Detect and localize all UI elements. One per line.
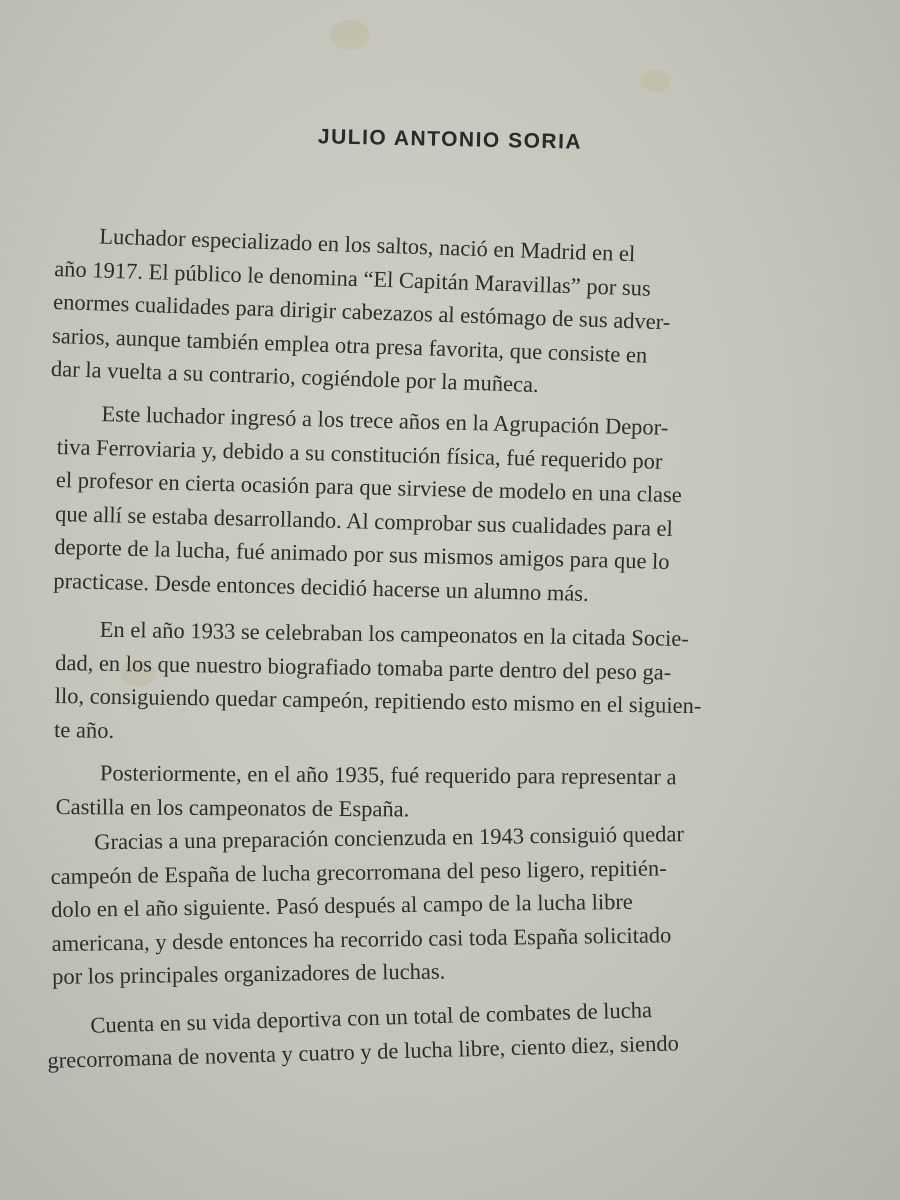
text-line: En el año 1933 se celebraban los campeonatos en la citada Socie-	[99, 616, 690, 651]
paper-stain	[330, 20, 370, 50]
paper-stain	[640, 70, 670, 92]
text-line: te año.	[53, 716, 115, 743]
text-line: Castilla en los campeonatos de España.	[55, 793, 410, 821]
text-line: Este luchador ingresó a los trece años en la Agrupación Depor-	[101, 401, 669, 440]
text-line: Luchador especializado en los saltos, nació en Madrid en el	[99, 223, 636, 267]
text-line: dad, en los que nuestro biografiado tomaba parte dentro del peso ga-	[55, 649, 672, 685]
page-title: JULIO ANTONIO SORIA	[317, 125, 583, 154]
text-line: Gracias a una preparación concienzuda en 1943 consiguió quedar	[94, 821, 685, 855]
text-line: campeón de España de lucha grecorromana del peso ligero, repitién-	[50, 854, 667, 889]
text-line: dolo en el año siguiente. Pasó después al campo de la lucha libre	[50, 888, 634, 922]
text-line: enormes cualidades para dirigir cabezazos al estómago de sus adver-	[52, 288, 671, 335]
text-line: sarios, aunque también emplea otra presa favorita, que consiste en	[51, 322, 648, 368]
text-line: tiva Ferroviaria y, debido a su constitución física, fué requerido por	[56, 433, 663, 474]
text-line: dar la vuelta a su contrario, cogiéndole por la muñeca.	[50, 355, 540, 398]
text-line: que allí se estaba desarrollando. Al comprobar sus cualidades para el	[54, 500, 674, 541]
paragraph-1933	[54, 612, 822, 758]
paragraph-training	[53, 396, 824, 616]
text-line: Posteriormente, en el año 1935, fué requerido para representar a	[99, 760, 677, 790]
text-line: deporte de la lucha, fué animado por sus mismos amigos para que lo	[54, 533, 670, 574]
paragraph-birth	[50, 218, 821, 411]
text-line: año 1917. El público le denomina “El Capitán Maravillas” por sus	[53, 255, 652, 301]
text-line: practicase. Desde entonces decidió hacerse un alumno más.	[53, 567, 590, 606]
text-line: grecorromana de noventa y cuatro y de lucha libre, ciento diez, siendo	[47, 1029, 680, 1073]
text-line: el profesor en cierta ocasión para que sirviese de modelo en una clase	[55, 466, 683, 508]
text-line: por los principales organizadores de luchas.	[51, 958, 446, 989]
paragraph-record	[46, 989, 814, 1077]
text-line: Cuenta en su vida deportiva con un total de combates de lucha	[90, 997, 653, 1038]
text-line: llo, consiguiendo quedar campeón, repitiendo esto mismo en el siguien-	[54, 682, 702, 719]
paragraph-1943	[50, 815, 818, 993]
text-line: americana, y desde entonces ha recorrido casi toda España solicitado	[51, 921, 672, 956]
